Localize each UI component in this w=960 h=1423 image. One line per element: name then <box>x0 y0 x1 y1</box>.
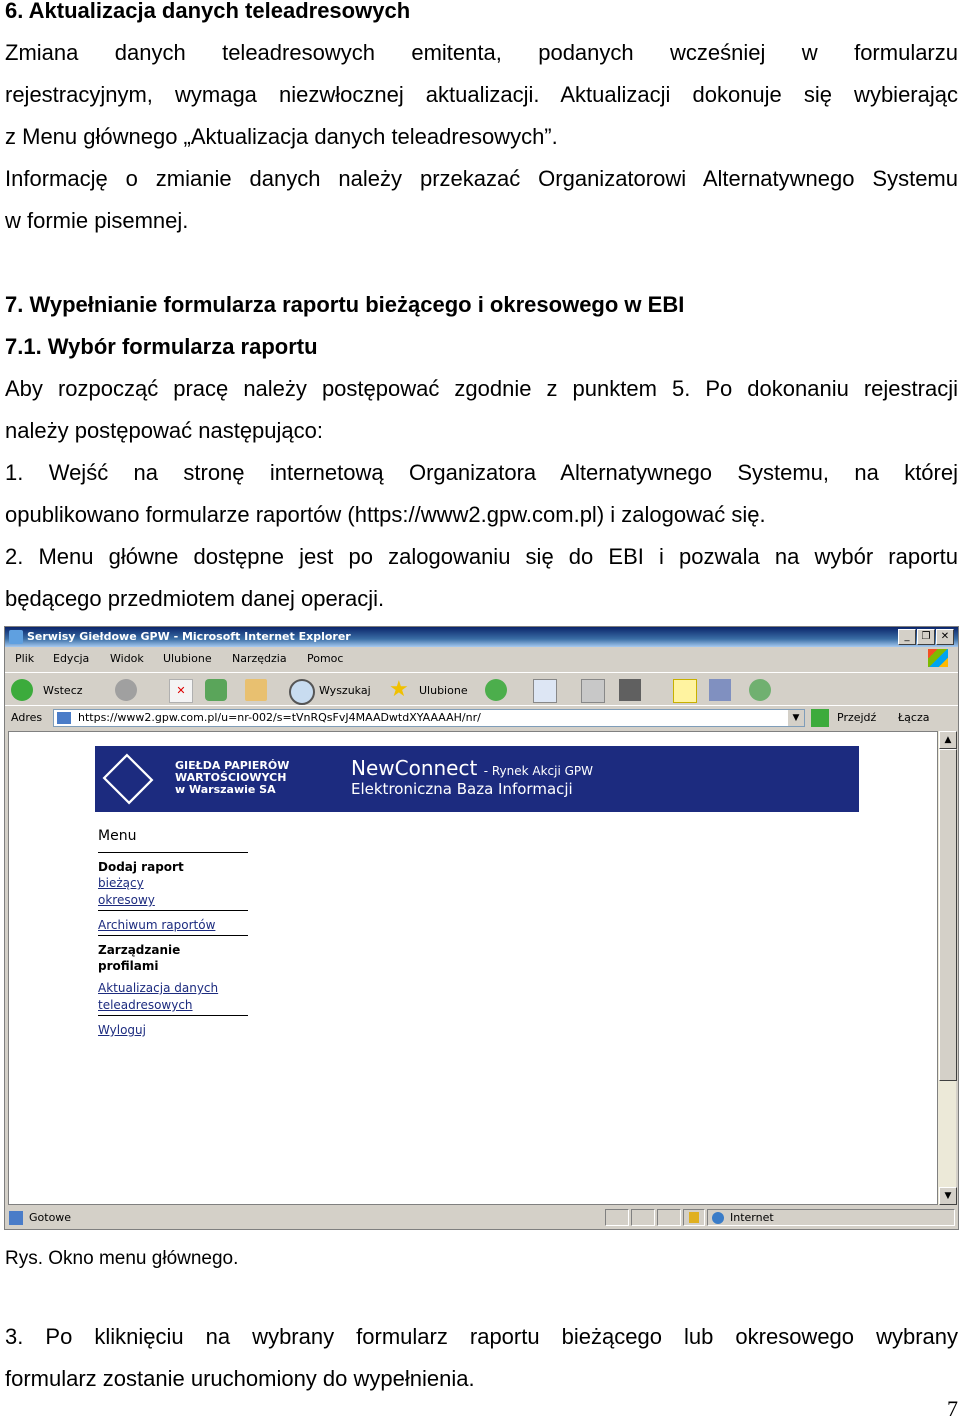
home-icon[interactable] <box>245 679 267 701</box>
update-contact-link-2[interactable]: teleadresowych <box>98 998 193 1012</box>
section-7-line-4: opublikowano formularze raportów (https://www2.gpw.com.pl) i zalogować się. <box>5 502 766 527</box>
scroll-down-icon[interactable]: ▼ <box>939 1187 957 1205</box>
status-zone-cell <box>707 1209 955 1226</box>
print-icon[interactable] <box>581 679 605 703</box>
menu-help[interactable]: Pomoc <box>307 652 344 665</box>
section-6-line-5: w formie pisemnej. <box>5 208 189 233</box>
address-label: Adres <box>11 711 43 724</box>
brand-line-3: w Warszawie SA <box>175 783 276 796</box>
section-7-line-5: 2. Menu główne dostępne jest po zalogowaniu się do EBI i pozwala na wybór raportu <box>5 544 958 569</box>
status-bar <box>5 1207 958 1229</box>
newconnect-title <box>351 756 593 780</box>
zone-text: Internet <box>730 1211 774 1224</box>
globe-icon <box>712 1212 724 1224</box>
gpw-logo <box>103 754 154 805</box>
menu-divider <box>98 1015 248 1016</box>
search-icon[interactable] <box>289 679 315 705</box>
go-label[interactable]: Przejdź <box>837 711 877 724</box>
section-7-line-6: będącego przedmiotem danej operacji. <box>5 586 385 611</box>
edit-icon[interactable] <box>619 679 641 701</box>
step-3-line-1: 3. Po kliknięciu na wybrany formularz raportu bieżącego lub okresowego wybrany <box>5 1324 958 1349</box>
minimize-icon[interactable]: _ <box>898 629 916 645</box>
browser-toolbar <box>5 672 958 705</box>
step-3-line-2: formularz zostanie uruchomiony do wypełnienia. <box>5 1366 475 1391</box>
section-6-heading: 6. Aktualizacja danych teleadresowych <box>5 0 411 23</box>
go-arrow-icon[interactable] <box>811 709 829 727</box>
history-icon[interactable] <box>485 679 507 701</box>
section-7-heading: 7. Wypełnianie formularza raportu bieżącego i okresowego w EBI <box>5 292 685 317</box>
logout-link[interactable]: Wyloguj <box>98 1023 146 1037</box>
messenger-icon[interactable] <box>749 679 771 701</box>
forward-arrow-icon[interactable] <box>115 679 137 701</box>
section-7-line-1: Aby rozpocząć pracę należy postępować zgodnie z punktem 5. Po dokonaniu rejestracji <box>5 376 958 401</box>
status-cell <box>605 1209 629 1226</box>
search-label[interactable]: Wyszukaj <box>319 684 371 697</box>
back-label[interactable]: Wstecz <box>43 684 83 697</box>
menu-edit[interactable]: Edycja <box>53 652 90 665</box>
section-7-line-3: 1. Wejść na stronę internetową Organizatora Alternatywnego Systemu, na której <box>5 460 958 485</box>
section-6-line-4: Informację o zmianie danych należy przekazać Organizatorowi Alternatywnego Systemu <box>5 166 958 191</box>
menu-view[interactable]: Widok <box>110 652 144 665</box>
browser-title: Serwisy Giełdowe GPW - Microsoft Internet Explorer <box>27 630 351 643</box>
restore-icon[interactable]: ❐ <box>917 629 935 645</box>
brand-line-2: WARTOŚCIOWYCH <box>175 771 287 784</box>
section-7-1-heading: 7.1. Wybór formularza raportu <box>5 334 318 359</box>
browser-titlebar <box>5 627 958 647</box>
favorites-star-icon[interactable]: ★ <box>389 677 409 702</box>
section-6-line-2: rejestracyjnym, wymaga niezwłocznej aktualizacji. Aktualizacji dokonuje się wybierając <box>5 82 958 107</box>
menu-divider <box>98 935 248 936</box>
mail-icon[interactable] <box>533 679 557 703</box>
close-icon[interactable]: ✕ <box>936 629 954 645</box>
figure-caption: Rys. Okno menu głównego. <box>5 1248 239 1269</box>
vertical-scrollbar[interactable] <box>938 731 956 1205</box>
status-cell <box>631 1209 655 1226</box>
page-viewport <box>8 731 938 1205</box>
menu-favorites[interactable]: Ulubione <box>163 652 212 665</box>
periodic-report-link[interactable]: okresowy <box>98 893 155 907</box>
research-icon[interactable] <box>709 679 731 701</box>
gpw-brand <box>175 760 289 796</box>
menu-divider <box>98 910 248 911</box>
ebi-banner <box>95 746 859 812</box>
main-menu <box>98 828 248 1039</box>
current-report-link[interactable]: bieżący <box>98 876 144 890</box>
page-icon <box>57 712 71 724</box>
links-label[interactable]: Łącza <box>898 711 930 724</box>
newconnect-sub: - Rynek Akcji GPW <box>483 764 594 778</box>
discuss-icon[interactable] <box>673 679 697 703</box>
status-text: Gotowe <box>29 1211 72 1224</box>
browser-screenshot <box>4 626 959 1230</box>
refresh-icon[interactable] <box>205 679 227 701</box>
brand-line-1: GIEŁDA PAPIERÓW <box>175 759 290 772</box>
menu-file[interactable]: Plik <box>15 652 35 665</box>
newconnect-name: NewConnect <box>351 756 478 780</box>
page-number: 7 <box>947 1396 958 1421</box>
status-page-icon <box>9 1211 23 1225</box>
stop-icon[interactable]: ✕ <box>169 679 193 703</box>
address-bar <box>5 705 958 730</box>
address-text: https://www2.gpw.com.pl/u=nr-002/s=tVnRQsFvJ4MAADwtdXYAAAAH/nr/ <box>78 711 481 724</box>
windows-logo-icon <box>928 649 948 667</box>
add-report-heading: Dodaj raport <box>98 860 184 874</box>
address-input[interactable] <box>53 709 805 727</box>
menu-tools[interactable]: Narzędzia <box>232 652 287 665</box>
back-arrow-icon[interactable] <box>11 679 33 701</box>
status-cell <box>683 1209 705 1226</box>
profile-mgmt-line-2: profilami <box>98 959 159 973</box>
ebi-title: Elektroniczna Baza Informacji <box>351 780 573 798</box>
ie-icon <box>9 630 23 644</box>
section-7-line-2: należy postępować następująco: <box>5 418 323 443</box>
lock-icon <box>689 1212 699 1223</box>
update-contact-link-1[interactable]: Aktualizacja danych <box>98 981 219 995</box>
archive-link[interactable]: Archiwum raportów <box>98 918 216 932</box>
profile-mgmt-line-1: Zarządzanie <box>98 943 181 957</box>
favorites-label[interactable]: Ulubione <box>419 684 468 697</box>
scroll-thumb[interactable] <box>939 749 957 1081</box>
browser-menubar <box>5 648 958 670</box>
scroll-up-icon[interactable]: ▲ <box>939 731 957 749</box>
status-cell <box>657 1209 681 1226</box>
address-dropdown-icon[interactable]: ▼ <box>788 710 804 726</box>
section-6-line-1: Zmiana danych teleadresowych emitenta, podanych wcześniej w formularzu <box>5 40 958 65</box>
menu-title: Menu <box>98 828 248 853</box>
section-6-line-3: z Menu głównego „Aktualizacja danych teleadresowych”. <box>5 124 558 149</box>
